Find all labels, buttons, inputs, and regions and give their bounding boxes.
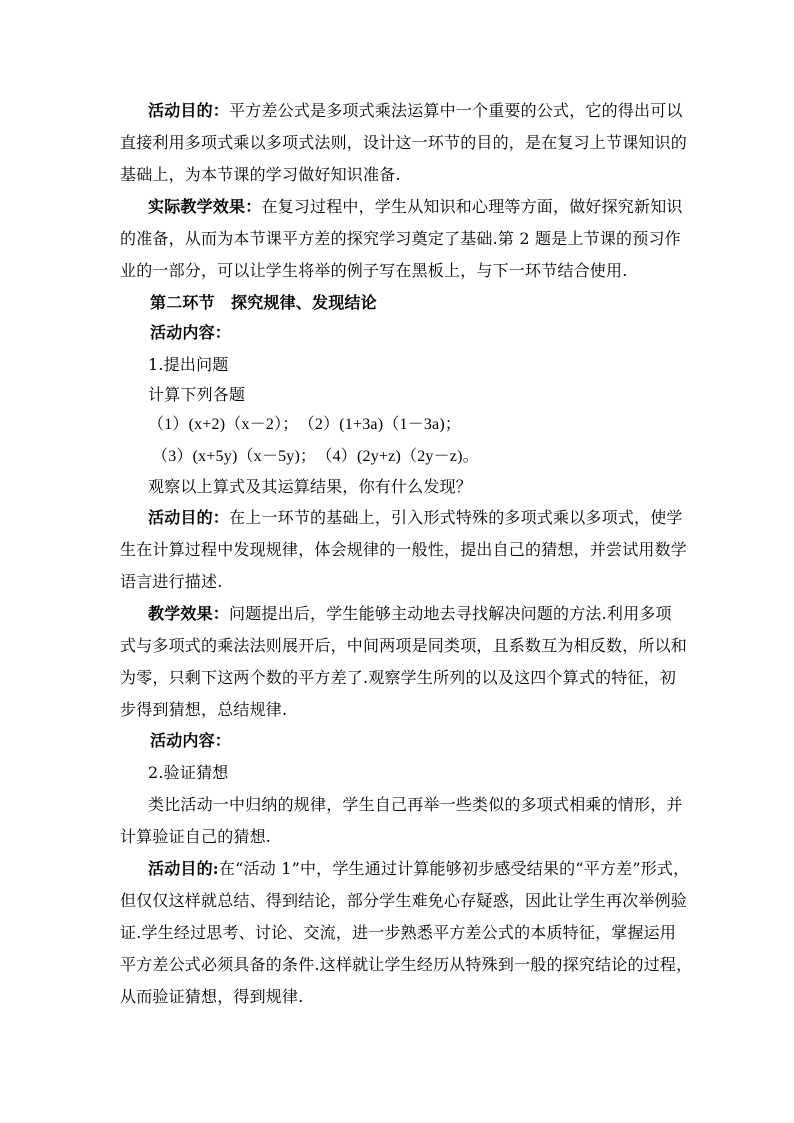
paragraph-line — [120, 165, 401, 185]
line-text: 生在计算过程中发现规律，体会规律的一般性，提出自己的猜想，并尝试用数学 — [120, 540, 688, 559]
paragraph-line — [120, 133, 687, 153]
paragraph-line — [120, 540, 687, 560]
line-text: 基础上，为本节课的学习做好知识准备. — [120, 165, 401, 184]
exercise-text: （3）(x+5y)（x－5y)； （4）(2y+z)（2y－z)。 — [152, 448, 479, 465]
line-text: 为零，只剩下这两个数的平方差了.观察学生所列的以及这四个算式的特征，初 — [120, 668, 677, 687]
exercise-text: （1）(x+2)（x－2）； （2）(1+3a)（1－3a)； — [148, 416, 462, 433]
subheading — [148, 763, 228, 783]
paragraph-line — [120, 891, 687, 911]
line-text: 计算验证自己的猜想. — [120, 827, 272, 846]
paragraph-line — [120, 261, 628, 281]
exercise-line — [148, 415, 461, 435]
line-text: 但仅仅这样就总结、得到结论，部分学生难免心存疑惑，因此让学生再次举例验 — [120, 891, 688, 910]
paragraph-line — [120, 668, 676, 688]
paragraph-line — [120, 827, 271, 847]
paragraph-line — [148, 197, 683, 217]
paragraph-line — [148, 859, 689, 879]
paragraph-line — [148, 101, 683, 121]
line-text: 计算下列各题 — [148, 385, 246, 404]
subheading-text: 2.验证猜想 — [148, 763, 229, 782]
activity-content-text: 活动内容： — [150, 323, 232, 342]
paragraph-line — [120, 955, 692, 975]
line-text: 语言进行描述. — [120, 572, 223, 591]
paragraph-line — [120, 636, 687, 656]
paragraph-line — [120, 923, 676, 943]
paragraph-line — [148, 508, 683, 528]
line-text: 类比活动一中归纳的规律，学生自己再举一些类似的多项式相乘的情形，并 — [148, 795, 683, 814]
paragraph-line — [148, 385, 245, 405]
paragraph-line — [120, 572, 223, 592]
line-text: 在上一环节的基础上，引入形式特殊的多项式乘以多项式，使学 — [229, 508, 683, 527]
subheading-text: 1.提出问题 — [148, 355, 229, 374]
line-text: 的准备，从而为本节课平方差的探究学习奠定了基础.第 2 题是上节课的预习作 — [120, 229, 681, 248]
line-text: 在“活动 1”中，学生通过计算能够初步感受结果的“平方差”形式， — [218, 859, 690, 878]
line-text: 平方差公式必须具备的条件.这样就让学生经历从特殊到一般的探究结论的过程， — [120, 955, 693, 974]
line-text: 问题提出后，学生能够主动地去寻找解决问题的方法.利用多项 — [229, 604, 672, 623]
line-text: 平方差公式是多项式乘法运算中一个重要的公式，它的得出可以 — [229, 101, 683, 120]
exercise-line — [152, 447, 479, 467]
line-text: 在复习过程中，学生从知识和心理等方面，做好探究新知识 — [261, 197, 683, 216]
bold-label: 实际教学效果： — [148, 197, 262, 216]
paragraph-line — [148, 604, 672, 624]
activity-content-text: 活动内容： — [150, 731, 232, 750]
paragraph-line — [120, 700, 287, 720]
line-text: 证.学生经过思考、讨论、交流，进一步熟悉平方差公式的本质特征，掌握运用 — [120, 923, 677, 942]
line-text: 业的一部分，可以让学生将举的例子写在黑板上，与下一环节结合使用. — [120, 261, 628, 280]
line-text: 式与多项式的乘法法则展开后，中间两项是同类项，且系数互为相反数，所以和 — [120, 636, 688, 655]
activity-content-heading — [150, 323, 231, 343]
line-text: 步得到猜想，总结规律. — [120, 700, 288, 719]
line-text: 直接利用多项式乘以多项式法则，设计这一环节的目的，是在复习上节课知识的 — [120, 133, 688, 152]
paragraph-line — [120, 229, 681, 249]
bold-label: 教学效果： — [148, 604, 230, 623]
paragraph-line — [148, 477, 472, 497]
paragraph-line — [120, 987, 304, 1007]
section-heading-text: 第二环节 探究规律、发现结论 — [150, 293, 377, 312]
bold-label: 活动目的: — [148, 859, 219, 878]
subheading — [148, 355, 228, 375]
line-text: 从而验证猜想，得到规律. — [120, 987, 304, 1006]
bold-label: 活动目的： — [148, 101, 230, 120]
line-text: 观察以上算式及其运算结果，你有什么发现？ — [148, 477, 473, 496]
activity-content-heading — [150, 731, 231, 751]
paragraph-line — [148, 795, 683, 815]
section-heading — [150, 293, 377, 313]
bold-label: 活动目的： — [148, 508, 230, 527]
